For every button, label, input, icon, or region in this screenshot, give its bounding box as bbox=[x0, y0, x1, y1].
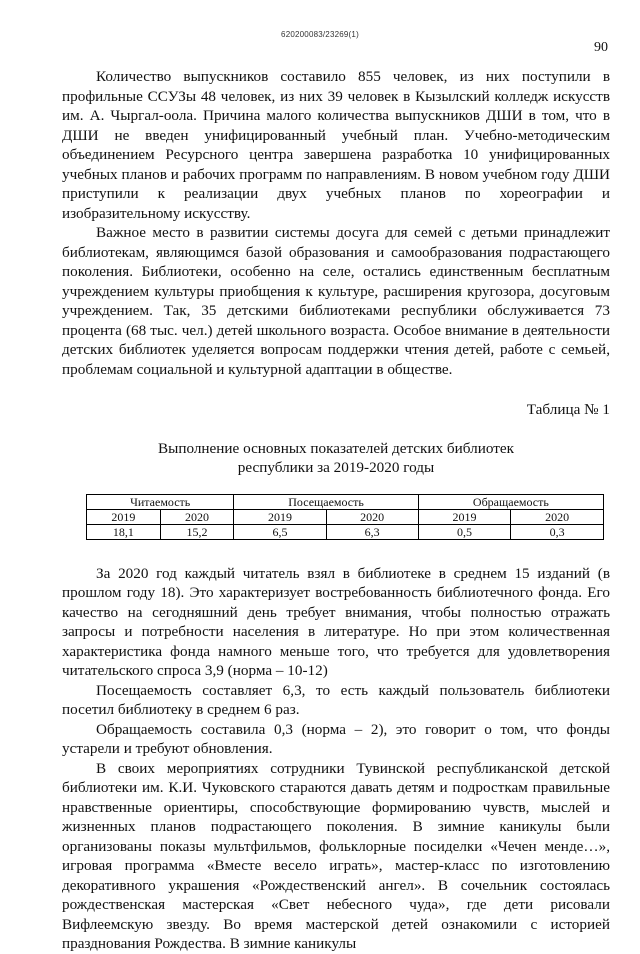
year-cell: 2020 bbox=[160, 509, 234, 524]
value-cell: 18,1 bbox=[87, 524, 161, 539]
year-cell: 2019 bbox=[87, 509, 161, 524]
table-label: Таблица № 1 bbox=[526, 401, 610, 418]
page-number: 90 bbox=[594, 40, 608, 55]
value-cell: 0,5 bbox=[418, 524, 511, 539]
library-stats-table bbox=[86, 494, 604, 540]
paragraph-graduates: Количество выпускников составило 855 человек, из них поступили в профильные ССУЗы 48 человек, из них 39 человек в Кызылский колледж искусств им. А. Чыргал-оола. Причина малого количества выпускников ДШИ в том, что в ДШИ не введен унифицированный учебный план. Учебно-методическим объединением Ресурсного центра завершена разработка 10 унифицированных учебных планов и рабочих программ по направлениям. В новом учебном году ДШИ приступили к реализации двух учебных планов по хореографии и изобразительному искусству. bbox=[62, 68, 610, 222]
paragraph-libraries: Важное место в развитии системы досуга для семей с детьми принадлежит библиотекам, являющимся базой образования и самообразования подрастающего поколения. Библиотеки, особенно на селе, остались единственным бесплатным учреждением культуры приобщения к культуре, расширения кругозора, досуговым учреждением. Так, 35 детскими библиотеками республики обслуживается 73 процента (68 тыс. чел.) детей школьного возраста. Особое внимание в деятельности детских библиотек уделяется вопросам поддержки чтения детей, работе с семьей, проблемам социальной и культурной адаптации в обществе. bbox=[62, 224, 610, 378]
paragraph-events: В своих мероприятиях сотрудники Тувинской республиканской детской библиотеки им. К.И. Чуковского стараются давать детям и подросткам правильные нравственные ориентиры, способствующие формированию чувств, мыслей и жизненных планов подрастающего поколения. В зимние каникулы были организованы показы мультфильмов, фольклорные посиделки «Чечен менде…», игровая программа «Вместе весело играть», мастер-класс по изготовлению декоративного украшения «Рождественский ангел». В сочельник состоялась рождественская мастерская «Свет небесного чуда», где дети рисовали Вифлеемскую звезду. Во время мастерской детей ознакомили с историей празднования Рождества. В зимние каникулы bbox=[62, 759, 610, 952]
paragraph-readability: За 2020 год каждый читатель взял в библиотеке в среднем 15 изданий (в прошлом году 18). Это характеризует востребованность библиотечного фонда. Его качество на сегодняшний день требует внимания, чтобы полностью отражать запросы и потребности населения в литературе. Но при этом количественная характеристика фонда намного меньше того, что требуется для удовлетворения читательского спроса 3,9 (норма – 10-12) bbox=[62, 564, 610, 679]
page-body bbox=[62, 67, 610, 954]
value-cell: 6,5 bbox=[234, 524, 326, 539]
value-cell: 6,3 bbox=[326, 524, 418, 539]
table-header-row bbox=[87, 494, 604, 509]
document-id: 620200083/23269(1) bbox=[281, 30, 359, 39]
value-cell: 15,2 bbox=[160, 524, 234, 539]
table-value-row bbox=[87, 524, 604, 539]
table-year-row bbox=[87, 509, 604, 524]
table-title-line1: Выполнение основных показателей детских библиотек bbox=[158, 439, 514, 457]
header-attendance: Посещаемость bbox=[234, 494, 418, 509]
value-cell: 0,3 bbox=[511, 524, 604, 539]
year-cell: 2019 bbox=[234, 509, 326, 524]
paragraph-turnover: Обращаемость составила 0,3 (норма – 2), это говорит о том, что фонды устарели и требуют обновления. bbox=[62, 720, 610, 757]
header-turnover: Обращаемость bbox=[418, 494, 603, 509]
year-cell: 2020 bbox=[511, 509, 604, 524]
year-cell: 2020 bbox=[326, 509, 418, 524]
paragraph-attendance: Посещаемость составляет 6,3, то есть каждый пользователь библиотеки посетил библиотеку в среднем 6 раз. bbox=[62, 681, 610, 718]
after-table-text bbox=[62, 564, 610, 954]
table-title bbox=[62, 439, 610, 478]
table-title-line2: республики за 2019-2020 годы bbox=[237, 459, 435, 476]
header-readability: Читаемость bbox=[87, 494, 234, 509]
year-cell: 2019 bbox=[418, 509, 511, 524]
